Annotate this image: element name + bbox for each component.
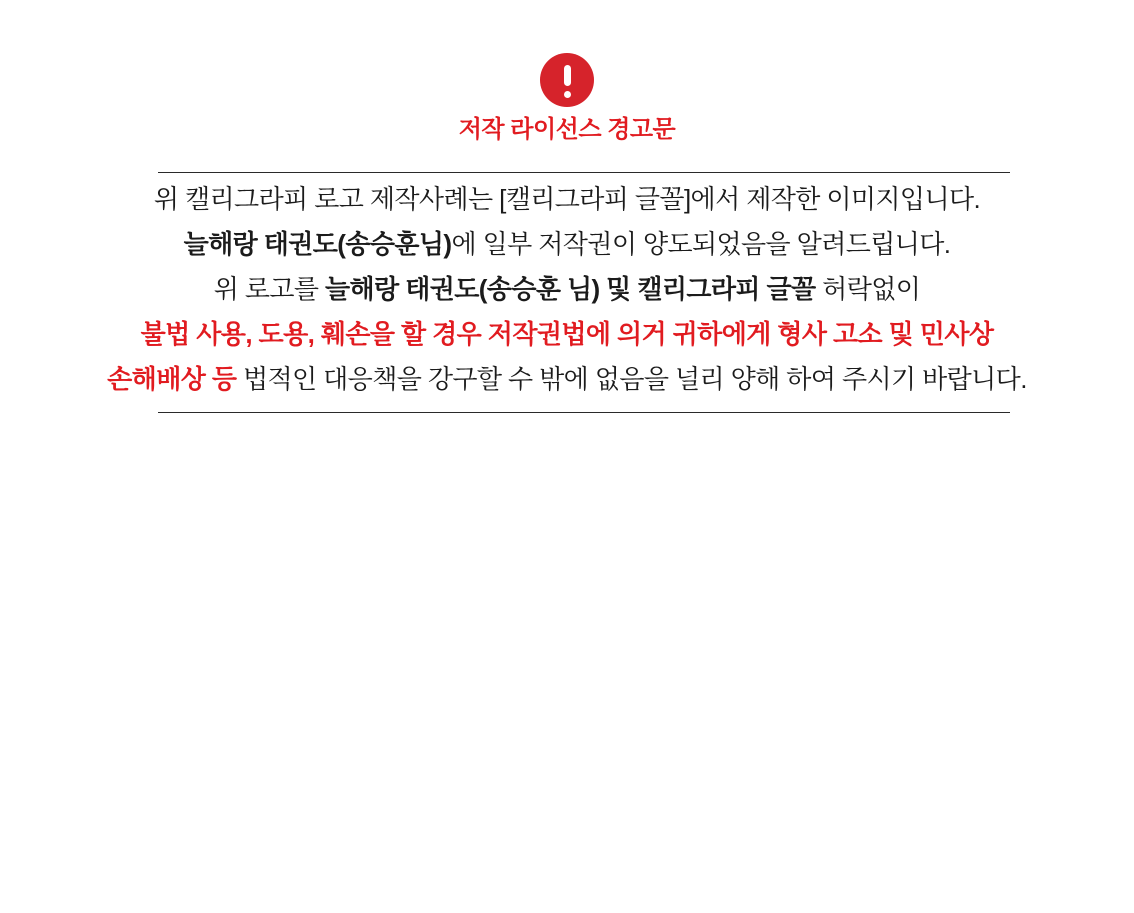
text-segment: 늘해랑 태권도(송승훈 님) 및 캘리그라피 글꼴 [325,274,816,304]
text-segment: 불법 사용, 도용, 훼손을 할 경우 저작권법에 의거 귀하에게 형사 고소 및 민사상 [140,319,994,349]
warning-line [0,312,1134,357]
text-segment: 늘해랑 태권도(송승훈님) [183,229,452,259]
text-segment: 위 캘리그라피 로고 제작사례는 [캘리그라피 글꼴]에서 제작한 이미지입니다. [153,184,981,214]
text-segment: 손해배상 등 [107,364,237,394]
text-segment: 법적인 대응책을 강구할 수 밖에 없음을 널리 양해 하여 주시기 바랍니다. [236,364,1027,394]
warning-body [0,173,1134,402]
exclamation-dot [564,91,571,98]
warning-line [0,357,1134,402]
warning-title: 저작 라이선스 경고문 [458,116,676,143]
text-segment: 위 로고를 [213,274,326,304]
warning-line [0,222,1134,267]
text-segment: 허락없이 [815,274,921,304]
bottom-divider [158,412,1010,413]
exclamation-icon [540,53,594,107]
license-warning-page [0,53,1134,913]
warning-line [0,267,1134,312]
exclamation-bar [564,65,571,86]
warning-line [0,177,1134,222]
text-segment: 에 일부 저작권이 양도되었음을 알려드립니다. [451,229,951,259]
